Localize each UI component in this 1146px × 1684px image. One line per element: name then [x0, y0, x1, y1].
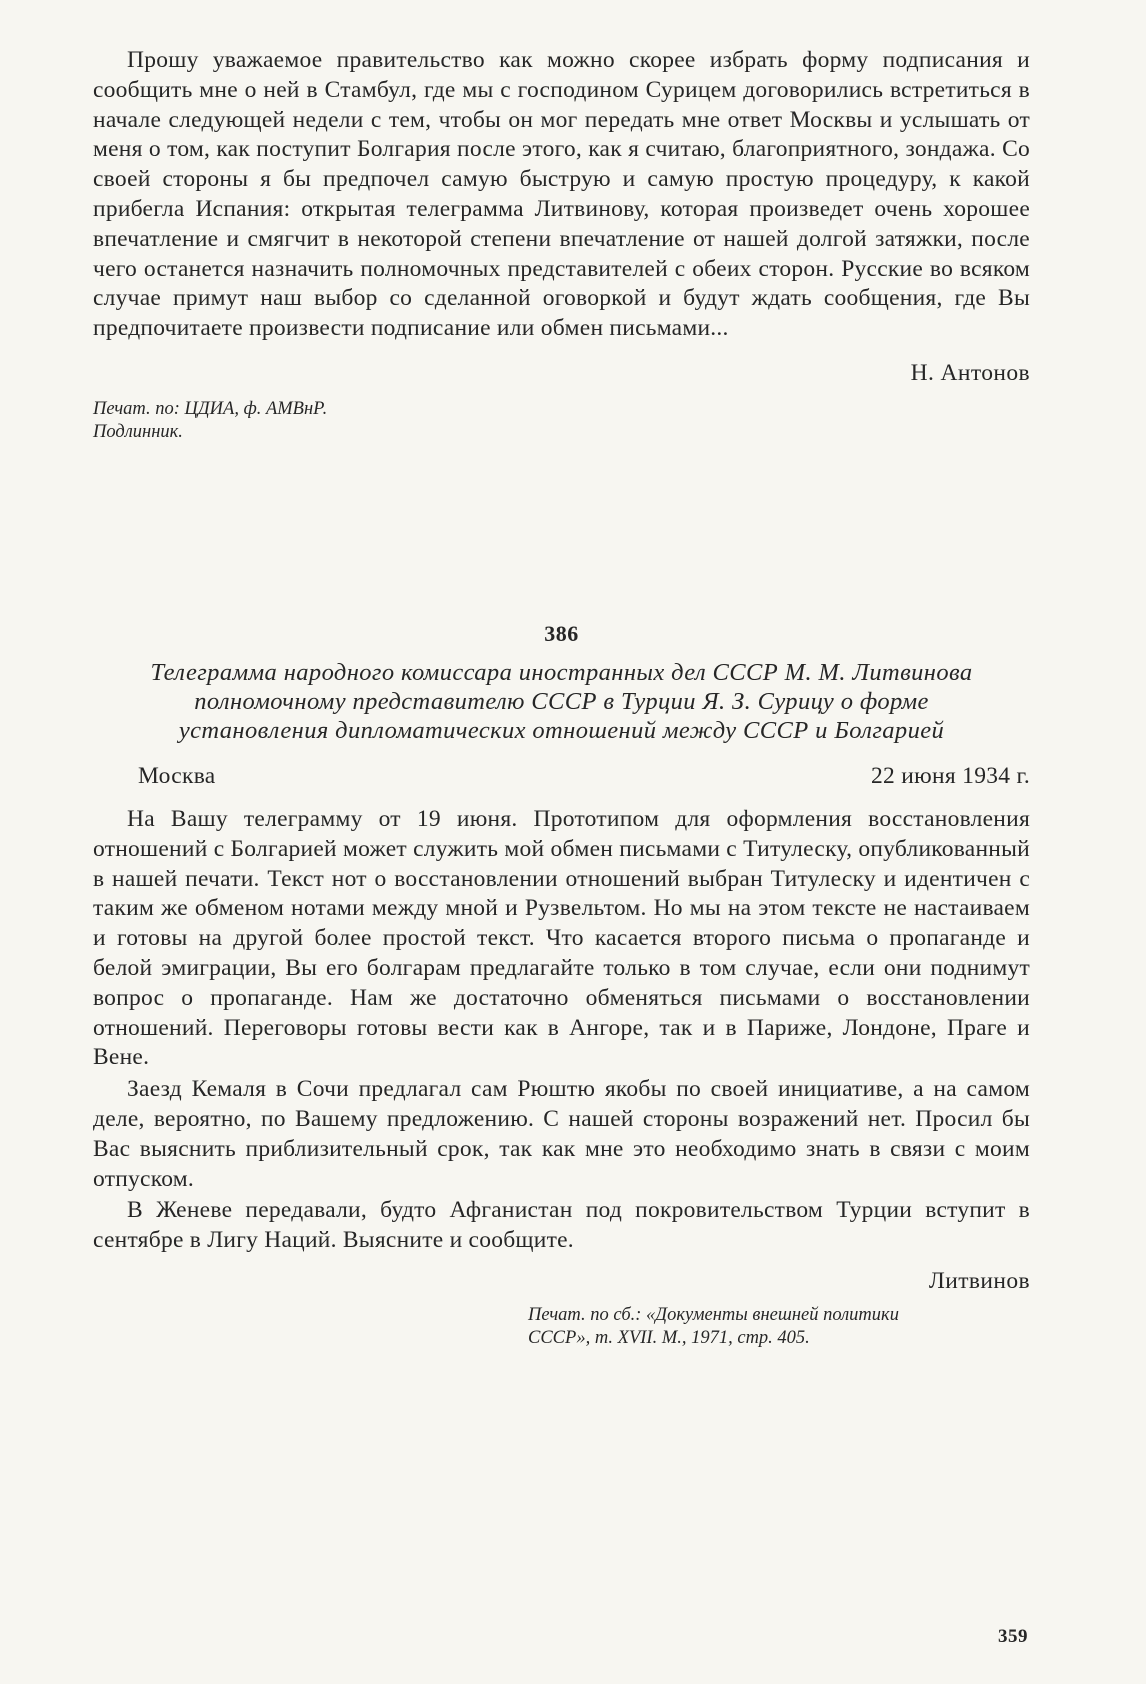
body-paragraph-2: Заезд Кемаля в Сочи предлагал сам Рюштю якобы по своей инициативе, а на самом деле, вероятно, по Вашему предложению. С нашей стороны возражений нет. Просил бы Вас выяснить приблизительный срок, так как мне это необходимо знать в связи с моим отпуском.	[93, 1076, 1030, 1192]
letter-paragraph: Прошу уважаемое правительство как можно скорее избрать форму подписания и сообщить мне о ней в Стамбул, где мы с господином Сурицем договорились встретиться в начале следующей недели с тем, чтобы он мог передать мне ответ Москвы и услышать от меня о том, как поступит Болгария после этого, как я считаю, благоприятного, зондажа. Со своей стороны я бы предпочел самую быструю и самую простую процедуру, к какой прибегла Испания: открытая телеграмма Литвинову, которая произведет очень хорошее впечатление и смягчит в некоторой степени впечатление от нашей долгой затяжки, после чего останется назначить полномочных представителей с обеих сторон. Русские во всяком случае примут наш выбор со сделанной оговоркой и будут ждать сообщения, где Вы предпочитаете произвести подписание или обмен письмами...	[93, 47, 1030, 342]
body-paragraph-1: На Вашу телеграмму от 19 июня. Прототипом для оформления восстановления отношений с Болгарией может служить мой обмен письмами с Титулеску, опубликованный в нашей печати. Текст нот о восстановлении отношений выбран Титулеску и идентичен с таким же обменом нотами между мной и Рузвельтом. Но мы на этом тексте не настаиваем и готовы на другой более простой текст. Что касается второго письма о пропаганде и белой эмиграции, Вы его болгарам предлагайте только в том случае, если они поднимут вопрос о пропаганде. Нам же достаточно обменяться письмами о восстановлении отношений. Переговоры готовы вести как в Ангоре, так и в Париже, Лондоне, Праге и Вене.	[93, 806, 1030, 1071]
previous-document-tail	[93, 46, 1030, 444]
document-title: Телеграмма народного комиссара иностранных дел СССР М. М. Литвинова полномочному представителю СССР в Турции Я. З. Сурицу о форме установления дипломатических отношений между СССР и Болгарией	[150, 659, 973, 744]
letter-signature: Н. Антонов	[910, 359, 1030, 386]
document-date: 22 июня 1934 г.	[870, 763, 1030, 789]
document-386	[93, 620, 1030, 1350]
document-place: Москва	[138, 763, 216, 789]
body-paragraph-3: В Женеве передавали, будто Афганистан под покровительством Турции вступит в сентябре в Лигу Наций. Выясните и сообщите.	[93, 1197, 1030, 1254]
document-number: 386	[544, 621, 579, 646]
letter-source-line: Печат. по: ЦДИА, ф. АМВнР.	[93, 398, 328, 419]
page-number: 359	[998, 1626, 1028, 1647]
place-date-line	[93, 761, 1030, 791]
document-source-line: Печат. по сб.: «Документы внешней политики	[528, 1304, 899, 1325]
letter-source-note: Подлинник.	[93, 421, 183, 442]
document-source-line-2: СССР», т. XVII. М., 1971, стр. 405.	[528, 1327, 810, 1348]
document-signature: Литвинов	[928, 1267, 1030, 1294]
